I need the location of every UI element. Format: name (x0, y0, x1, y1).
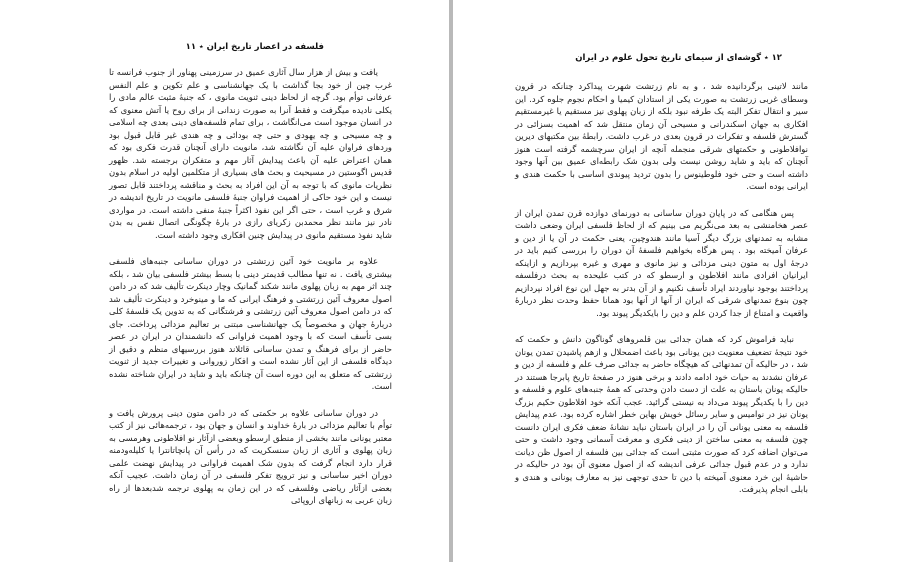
running-header: فلسفه در اعصار تاریخ ایران ٭ ۱۱ (185, 42, 324, 52)
running-header: ۱۲ ٭ گوشه‌ای از سیمای تاریخ تحول علوم در ایران (575, 53, 782, 63)
paragraph: علاوه بر مانویت خود آئین زرتشتی در دوران ساسانی جنبه‌های فلسفی بیشتری یافت . نه تنها مطالب قدیمتر دینی با بسط بیشتر فلسفی بیان شد ، بلکه چند اثر مهم به زبان پهلوی مانند شکند گمانیک وچار دینکرت تألیف شد که در دامن اصول معروف آئین زرتشتی و فرهنگ ایرانی که ما و مینوخرد و دینکرت تألیف شد که در دامن اصول معروف آئین زرتشتی و فرشتگانی که به تدوین یک فلسفهٔ کلی دربارهٔ جهان و مخصوصاً یک جهانشناسی مبتنی بر تعالیم مزدائی پرداخت. جای بسی تأسف است که با وجود اهمیت فراوانی که دانشمندان در ایران در عصر حاضر از برای فرهنگ و تمدن ساسانی قائلاند هنوز بررسیهای منظم و دقیق از دیدگاه فلسفی از این آثار نشده است و افکار زوروانی و تغییرات جدید از ثنویت زرتشتی که متعلق به این دوره است آن چنانکه باید و شاید در ایران شناخته نشده است. (109, 256, 392, 391)
page-body (109, 66, 392, 507)
left-page (0, 0, 449, 562)
paragraph: پس هنگامی که در پایان دوران ساسانی به دورنمای دوازده قرن تمدن ایران از عصر هخامنشی به بعد می‌نگریم می بینیم که از لحاظ فلسفی ایران وضعی داشت مشابه به تمدنهای بزرگ دیگر آسیا مانند هندوچین، یعنی حکمت در آن یا از دین و عرفان آمیخته بود . پس هرگاه بخواهیم فلسفهٔ آن دوران را بررسی کنیم باید در درجهٔ اول به متون دینی مزدائی و نیز مانوی و مهری و غیره بپردازیم و ازاینکه ایرانیان افرادی مانند افلاطون و ارسطو که در کتب علیحده به بحث درفلسفه پرداختند بوجود نیاوردند ایراد تأسف نکنیم و از آن بدتر به جهل این نوع افراد نپردازیم چون بنوع تمدنهای شرقی که ایران از آنها از آنها بود همانا حفظ وحدت نظر دربارهٔ واقعیت و امتناع از جدا کردن علم و دین را بایکدیگر پیوند بود. (515, 207, 808, 318)
paragraph: مانند لاتینی برگردانیده شد ، و به نام زرتشت شهرت پیداکرد چنانکه در قرون وسطای غربی زرتشت به صورت یکی از استادان کیمیا و احکام نجوم جلوه کرد. این سیر و انتقال تفکر البته یک طرفه نبود بلکه از زبان پهلوی نیز مستقیم یا غیرمستقیم افکاری به جهان اسکندرانی و مسیحی آن زمان منتقل شد که اهمیت بسزائی در گسترش فلسفه و تفکرات در قرون بعدی در غرب داشت. رابطهٔ بین مکتبهای دیرین نوافلاطونی و حکمتهای شرقی منجمله آنچه از ایران سرچشمه گرفته است هنوز آنچنان که باید و شاید روشن نیست ولی بدون شک رابطه‌ای عمیق بین آنها وجود داشته است و حتی خود فلوطینوس را بدون تردید پیوندی اساسی با حکمت هندی و ایرانی بوده است. (515, 81, 808, 191)
page-body (515, 80, 808, 496)
paragraph: در دوران ساسانی علاوه بر حکمتی که در دامن متون دینی پرورش یافت و توأم با تعالیم مزدائی در بارهٔ خداوند و انسان و جهان بود ، ترجمه‌هائی نیز از کتب معتبر یونانی مانند بخشی از منطق ارسطو وبعضی ازآثار نو افلاطونی وهرمسی به زبان پهلوی و آثاری از زبان سنسکریت که در رأس آن پانچاتانترا یا کلیله‌ودمنه قرار دارد انجام گرفت که بدون شک اهمیت فراوانی در پیدایش نهضت علمی دوران اخیر ساسانی و نیز ترویج تفکر فلسفی در آن زمان داشت. عجیب آنکه بعضی ازآثار ریاضی وفلسفی که در این زمان به پهلوی ترجمه شدبعدها از راه زبان عربی به زبانهای اروپائی (109, 407, 392, 505)
right-page (453, 0, 902, 562)
paragraph: یافت و بیش از هزار سال آثاری عمیق در سرزمینی پهناور از جنوب فرانسه تا غرب چین از خود بجا گذاشت با یک جهانشناسی و علم تکوین و علم النفس عرفانی توأم بود. گرچه از لحاظ دینی ثنویت مانوی ، که جنبهٔ مثبت عالم مادی را یکلی نادیده میگرفت و فقط آنرا به صورت زندانی از برای روح یا آتش معنوی که در انسان موجود است می‌انگاشت ، برای تمام فلسفه‌های دینی بعدی چه اسلامی و چه مسیحی و چه یهودی و حتی چه بودائی و چه هندی غیر قابل قبول بود وردهای فراوان علیه آن نگاشته شد، مانویت دارای آنچنان قدرت فکری بود که همان اعتراض علیه آن باعث پیدایش آثار مهم و متفکران برجسته شد. ظهور قدیس اگوستین در مسیحیت و بحث های بسیاری از متکلمین اولیه در اسلام بدون نظریات مانوی که با توجه به آن این افراد به بحث و مناقشه پرداختند قابل تصور نیست و این خود حاکی از اهمیت فراوان جنبهٔ فلسفی مانویت در تاریخ اندیشه در شرق و غرب است ، حتی اگر این نفوذ اکثراً جنبهٔ منفی داشته است. در مواردی نادر نیز مانند نظر محمدبن زکریای رازی در بارهٔ چگونگی اتصال نفس به بدن شاید نفوذ مستقیم مانوی در پیدایش چنین افکاری وجود داشته است. (109, 67, 392, 240)
paragraph: نباید فراموش کرد که همان جدائی بین قلمروهای گوناگون دانش و حکمت که خود نتیجهٔ تضعیف معنویت دین یونانی بود باعث اضمحلال و ازهم پاشیدن تمدن یونان شد ، در حالیکه آن تمدنهائی که هیچگاه حاضر به جدائی صرف علم و فلسفه از دین و عرفان نشدند به حیات خود ادامه دادند و برخی هنوز در صفحهٔ تاریخ پابرجا هستند در حالیکه یونان باستان به علت از دست دادن وحدتی که همهٔ جنبه‌های علوم و فلسفه و دین را با یکدیگر پیوند می‌داد به نیستی گرائید. عجب آنکه خود افلاطون حکیم بزرگ یونان نیز در نوامیس و سایر رسائل خویش بهاین خطر اشاره کرده بود. عدم پیدایش فلسفه به معنی یونانی آن را در ایران باستان نباید نشانهٔ ضعف فکری ایران دانست چون فلسفه به معنی ساختن از دینی فکری و معرفت آسمانی وجود داشت و حتی می‌توان اضافه کرد که صورت مثبتی است که جدائی بین فلسفه از اصول ظن دیانت ندارد و در عدم قبول جدائی عرفی اندیشه که از اصول معنوی آن بود در حالیکه در حاشیهٔ این خرد معنوی آمیخته با دین تا حدی توجهی نیز به معارف یونانی و هندی و بابلی انجام پذیرفت. (515, 334, 808, 494)
